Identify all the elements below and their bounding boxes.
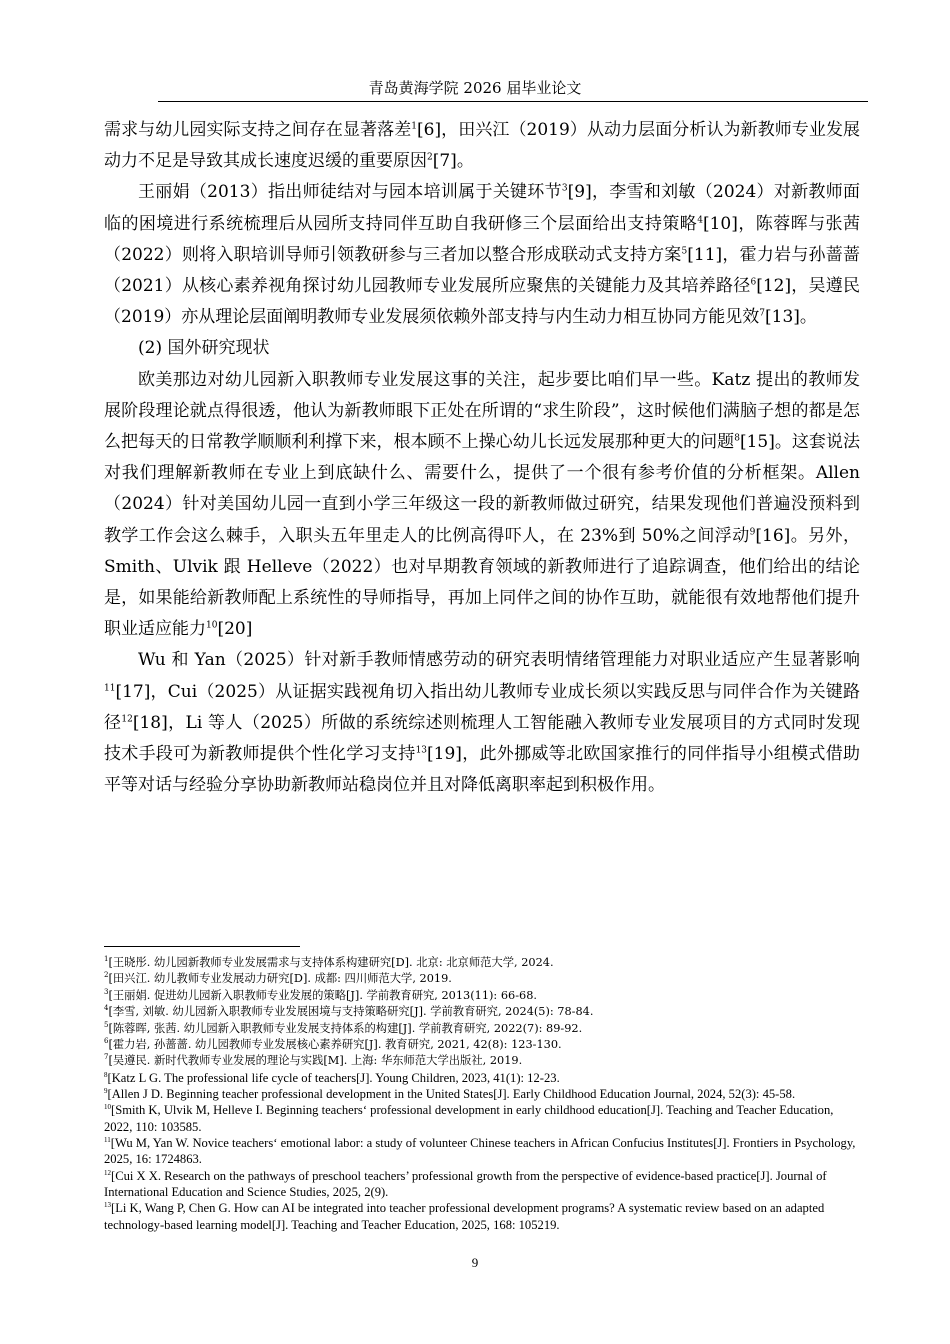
footnote-ref[interactable]: 13 <box>415 745 428 756</box>
footnote-ref[interactable]: 11 <box>104 683 116 693</box>
paragraph: 需求与幼儿园实际支持之间存在显著落差$^1$[6]，田兴江（2019）从动力层面分析认为新教师专业发展动力不足是导致其成长速度迟缓的重要原因$^2$[7]。 <box>104 120 861 172</box>
footnote-ref[interactable]: 6 <box>750 277 757 288</box>
footnote: $^6$[霍力岩, 孙蔷蔷. 幼儿园教师专业发展核心素养研究[J]. 教育研究, 2021, 42(8): 123-130. <box>104 1037 562 1052</box>
footnote-ref[interactable]: 8 <box>734 433 740 444</box>
footnote-ref[interactable]: 4 <box>697 214 703 225</box>
header-rule <box>158 101 868 102</box>
footnote: $^{13}$[Li K, Wang P, Chen G. How can AI be integrated into teacher professional development programs? A systematic review based on an adapted technology-based learning model[J]. Teaching and Teacher Education, 2025, 168: 105219. <box>104 1201 825 1232</box>
footnote: $^2$[田兴江. 幼儿教师专业发展动力研究[D]. 成都: 四川师范大学, 2019. <box>104 971 452 986</box>
footnote: $^8$[Katz L G. The professional life cycle of teachers[J]. Young Children, 2023, 41(1): 12-23. <box>104 1070 560 1085</box>
footnote-ref[interactable]: 3 <box>561 183 568 194</box>
running-header: 青岛黄海学院 2026 届毕业论文 <box>368 79 582 97</box>
footnote: $^4$[李雪, 刘敏. 幼儿园新入职教师专业发展困境与支持策略研究[J]. 学前教育研究, 2024(5): 78-84. <box>104 1004 594 1019</box>
footnote: $^{12}$[Cui X X. Research on the pathways of preschool teachers’ professional growth from the perspective of evidence-based practice[J]. Journal of International Education and Science Studies, 2025, 2(9). <box>104 1168 827 1199</box>
page-number: 9 <box>471 1255 479 1270</box>
footnote-ref[interactable]: 2 <box>427 152 433 163</box>
paragraph: Wu 和 Yan（2025）针对新手教师情感劳动的研究表明情绪管理能力对职业适应产生显著影响$^{11}$[17]，Cui（2025）从证据实践视角切入指出幼儿教师专业成长须以实践反思与同伴合作为关键路径$^{12}$[18]，Li 等人（2025）所做的系统综述则梳理人工智能融入教师专业发展项目的方式同时发现技术手段可为新教师提供个性化学习支持$^{13}$[19]，此外挪威等北欧国家推行的同伴指导小组模式借助平等对话与经验分享协助新教师站稳岗位并且对降低离职率起到积极作用。 <box>104 650 861 796</box>
footnote-ref[interactable]: 12 <box>121 714 133 725</box>
footnote-ref[interactable]: 9 <box>749 526 756 537</box>
footnote-separator <box>104 946 300 947</box>
footnote-ref[interactable]: 10 <box>206 620 218 631</box>
paragraph: 欧美那边对幼儿园新入职教师专业发展这事的关注，起步要比咱们早一些。Katz 提出的教师发展阶段理论就点得很透，他认为新教师眼下正处在所谓的“求生阶段”，这时候他们满脑子想的都是怎么把每天的日常教学顺顺利利撑下来，根本顾不上操心幼儿长远发展那种更大的问题$^8$[15]。这套说法对我们理解新教师在专业上到底缺什么、需要什么，提供了一个很有参考价值的分析框架。Allen（2024）针对美国幼儿园一直到小学三年级这一段的新教师做过研究，结果发现他们普遍没预料到教学工作会这么棘手，入职头五年里走人的比例高得吓人，在 23%到 50%之间浮动$^9$[16]。另外，Smith、Ulvik 跟 Helleve（2022）也对早期教育领域的新教师进行了追踪调查，他们给出的结论是，如果能给新教师配上系统性的导师指导，再加上同伴之间的协作互助，就能很有效地帮他们提升职业适应能力$^{10}$[20] <box>104 369 860 640</box>
footnote: $^1$[王晓彤. 幼儿园新教师专业发展需求与支持体系构建研究[D]. 北京: 北京师范大学, 2024. <box>104 955 554 969</box>
footnote: $^{11}$[Wu M, Yan W. Novice teachers‘ emotional labor: a study of volunteer Chinese teachers in African Confucius Institutes[J]. Frontiers in Psychology, 2025, 16: 1724863. <box>104 1135 856 1167</box>
section-heading: (2) 国外研究现状 <box>138 338 270 359</box>
footnotes <box>104 955 856 1233</box>
footnote-ref[interactable]: 5 <box>681 246 688 257</box>
footnote: $^{10}$[Smith K, Ulvik M, Helleve I. Beginning teachers‘ professional development in early childhood education[J]. Teaching and Teacher Education, 2022, 110: 103585. <box>104 1103 834 1134</box>
footnote: $^5$[陈蓉晖, 张茜. 幼儿园新入职教师专业发展支持体系的构建[J]. 学前教育研究, 2022(7): 89-92. <box>104 1020 583 1035</box>
footnote: $^9$[Allen J D. Beginning teacher professional development in the United States[J]. Early Childhood Education Journal, 2024, 52(3): 45-58. <box>104 1086 796 1102</box>
body-text <box>104 115 860 801</box>
footnote: $^3$[王丽娟. 促进幼儿园新入职教师专业发展的策略[J]. 学前教育研究, 2013(11): 66-68. <box>104 988 537 1002</box>
footnote: $^7$[吴遵民. 新时代教师专业发展的理论与实践[M]. 上海: 华东师范大学出版社, 2019. <box>104 1053 523 1068</box>
footnote-ref[interactable]: 7 <box>759 308 765 319</box>
footnote-ref[interactable]: 1 <box>411 121 418 132</box>
paragraph: 王丽娟（2013）指出师徒结对与园本培训属于关键环节$^3$[9]，李雪和刘敏（2024）对新教师面临的困境进行系统梳理后从园所支持同伴互助自我研修三个层面给出支持策略$^4$[10]，陈蓉晖与张茜（2022）则将入职培训导师引领教研参与三者加以整合形成联动式支持方案$^5$[11]，霍力岩与孙蔷蔷（2021）从核心素养视角探讨幼儿园教师专业发展所应聚焦的关键能力及其培养路径$^6$[12]，吴遵民（2019）亦从理论层面阐明教师专业发展须依赖外部支持与内生动力相互协同方能见效$^7$[13]。 <box>104 182 861 328</box>
